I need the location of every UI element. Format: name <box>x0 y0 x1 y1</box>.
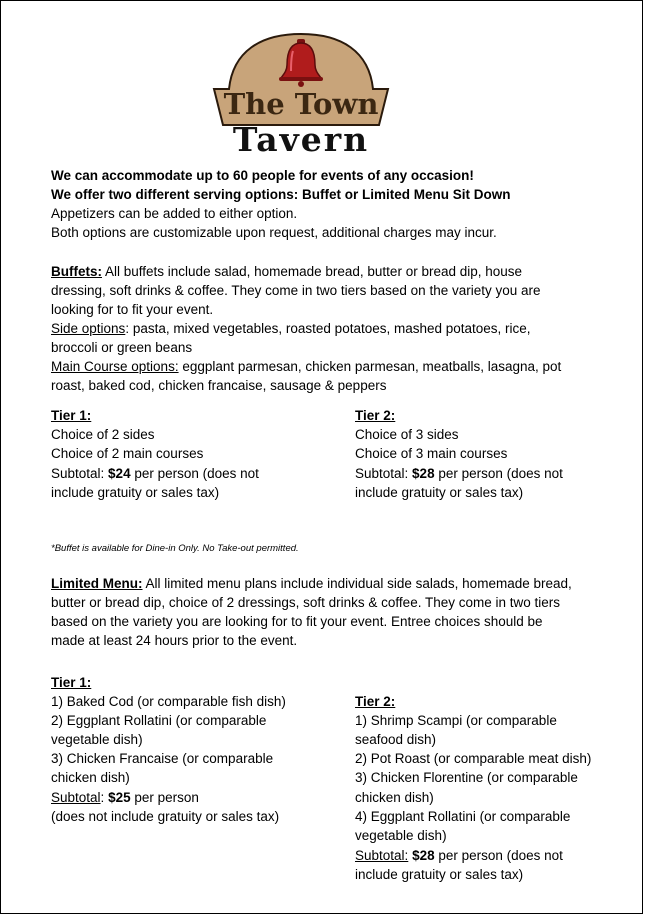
side-options-text: : pasta, mixed vegetables, roasted potatoes, mashed potatoes, rice, <box>125 321 531 336</box>
buffet-tier2-title: Tier 2: <box>355 408 396 423</box>
limited-desc-3: based on the variety you are looking for to fit your event. Entree choices should be <box>51 614 543 629</box>
limited-tier1-subtotal <box>51 788 199 807</box>
main-course-text: eggplant parmesan, chicken parmesan, meatballs, lasagna, pot <box>178 359 562 374</box>
buffets-heading: Buffets: <box>51 264 102 279</box>
limited-tier2-line-7: vegetable dish) <box>355 828 447 843</box>
buffet-tier1-subtotal <box>51 464 259 483</box>
subtotal-suffix: per person (does not <box>130 466 259 481</box>
limited-desc-1: All limited menu plans include individual side salads, homemade bread, <box>142 576 572 591</box>
limited-tier1-title: Tier 1: <box>51 675 92 690</box>
limited-tier1-price: $25 <box>108 790 131 805</box>
limited-paragraph-line-1 <box>51 574 572 593</box>
limited-menu-heading: Limited Menu: <box>51 576 143 591</box>
limited-tier1-line-1: 1) Baked Cod (or comparable fish dish) <box>51 694 286 709</box>
logo-line-tavern: Tavern <box>232 120 370 159</box>
limited-desc-4: made at least 24 hours prior to the event. <box>51 633 298 648</box>
buffet-tier1-line-1: Choice of 2 sides <box>51 427 155 442</box>
limited-tier2-line-9: include gratuity or sales tax) <box>355 867 524 882</box>
subtotal-suffix: per person <box>130 790 199 805</box>
limited-tier1-line-3: vegetable dish) <box>51 732 143 747</box>
buffet-note: *Buffet is available for Dine-in Only. No Take-out permitted. <box>51 543 299 554</box>
subtotal-label: Subtotal: <box>355 848 409 863</box>
limited-tier1-line-4: 3) Chicken Francaise (or comparable <box>51 751 274 766</box>
side-options-line-2: broccoli or green beans <box>51 340 193 355</box>
limited-tier2-line-3: 2) Pot Roast (or comparable meat dish) <box>355 751 592 766</box>
subtotal-suffix: per person (does not <box>434 466 563 481</box>
buffet-tier2-line-4: include gratuity or sales tax) <box>355 485 524 500</box>
buffet-tier2-line-2: Choice of 3 main courses <box>355 446 508 461</box>
buffet-tier2-price: $28 <box>412 466 435 481</box>
buffet-tier1-price: $24 <box>108 466 131 481</box>
limited-desc-2: butter or bread dip, choice of 2 dressings, soft drinks & coffee. They come in two tiers <box>51 595 561 610</box>
buffet-tier1-line-2: Choice of 2 main courses <box>51 446 204 461</box>
limited-tier2-line-6: 4) Eggplant Rollatini (or comparable <box>355 809 571 824</box>
tavern-logo <box>211 31 391 161</box>
buffet-tier2-line-1: Choice of 3 sides <box>355 427 459 442</box>
limited-tier1-line-7: (does not include gratuity or sales tax) <box>51 809 280 824</box>
limited-tier2-line-5: chicken dish) <box>355 790 434 805</box>
subtotal-label: Subtotal <box>51 790 101 805</box>
limited-tier2-line-2: seafood dish) <box>355 732 437 747</box>
subtotal-suffix: per person (does not <box>434 848 563 863</box>
buffet-tier1-line-4: include gratuity or sales tax) <box>51 485 220 500</box>
main-course-line-2: roast, baked cod, chicken francaise, sausage & peppers <box>51 378 387 393</box>
buffets-desc-1: All buffets include salad, homemade bread, butter or bread dip, house <box>102 264 523 279</box>
logo-line-the-town: The Town <box>223 87 379 121</box>
limited-tier2-price: $28 <box>412 848 435 863</box>
buffets-desc-2: dressing, soft drinks & coffee. They come in two tiers based on the variety you are <box>51 283 541 298</box>
main-course-label: Main Course options: <box>51 359 179 374</box>
subtotal-colon: : <box>100 790 109 805</box>
subtotal-label: Subtotal: <box>51 466 109 481</box>
side-options-label: Side options <box>51 321 126 336</box>
limited-tier1-line-2: 2) Eggplant Rollatini (or comparable <box>51 713 267 728</box>
intro-line-2: We offer two different serving options: Buffet or Limited Menu Sit Down <box>51 187 511 202</box>
intro-line-4: Both options are customizable upon request, additional charges may incur. <box>51 225 497 240</box>
limited-tier1-line-5: chicken dish) <box>51 770 130 785</box>
main-course-line-1 <box>51 357 561 376</box>
subtotal-label: Subtotal: <box>355 466 413 481</box>
buffet-tier2-subtotal <box>355 464 563 483</box>
buffets-paragraph-line-1 <box>51 262 522 281</box>
side-options-line-1 <box>51 319 531 338</box>
buffets-desc-3: looking for to fit your event. <box>51 302 214 317</box>
intro-line-3: Appetizers can be added to either option. <box>51 206 298 221</box>
buffet-tier1-title: Tier 1: <box>51 408 92 423</box>
limited-tier2-subtotal <box>355 846 563 865</box>
limited-tier2-line-4: 3) Chicken Florentine (or comparable <box>355 770 578 785</box>
limited-tier2-line-1: 1) Shrimp Scampi (or comparable <box>355 713 557 728</box>
intro-line-1: We can accommodate up to 60 people for events of any occasion! <box>51 168 474 183</box>
limited-tier2-title: Tier 2: <box>355 694 396 709</box>
